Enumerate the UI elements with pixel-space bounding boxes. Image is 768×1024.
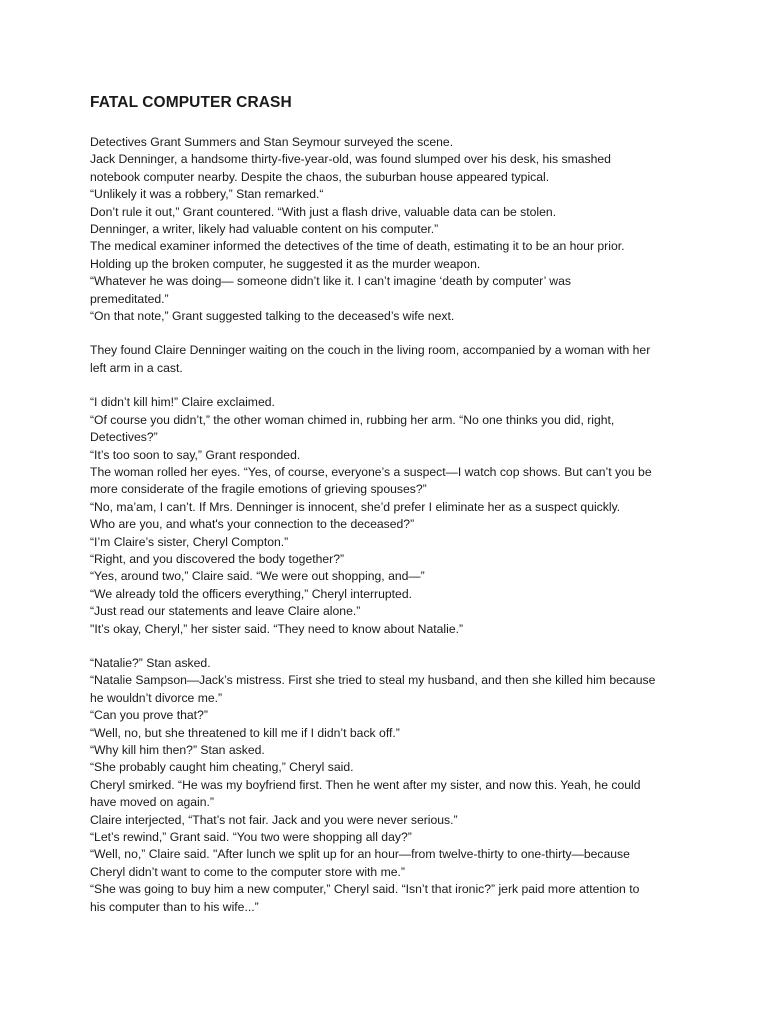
text-line: he wouldn’t divorce me.”	[90, 690, 223, 705]
paragraph	[90, 134, 680, 325]
text-line: Holding up the broken computer, he suggested it as the murder weapon.	[90, 256, 481, 271]
text-line: “We already told the officers everything,” Cheryl interrupted.	[90, 586, 412, 601]
paragraph	[90, 342, 680, 377]
text-line: “Just read our statements and leave Claire alone.”	[90, 604, 361, 619]
text-line: more considerate of the fragile emotions of grieving spouses?”	[90, 482, 427, 497]
text-line: Claire interjected, “That’s not fair. Jack and you were never serious.”	[90, 812, 458, 827]
text-line: Don’t rule it out,” Grant countered. “With just a flash drive, valuable data can be stolen.	[90, 204, 557, 219]
text-line: “She probably caught him cheating,” Cheryl said.	[90, 760, 354, 775]
text-line: his computer than to his wife...”	[90, 899, 259, 914]
text-line: “Natalie?” Stan asked.	[90, 655, 211, 670]
text-line: The woman rolled her eyes. “Yes, of course, everyone’s a suspect—I watch cop shows. But can’t you be	[90, 464, 652, 479]
text-line: "It’s okay, Cheryl,” her sister said. “They need to know about Natalie.”	[90, 621, 464, 636]
text-line: “Right, and you discovered the body together?”	[90, 551, 345, 566]
text-line: “Why kill him then?” Stan asked.	[90, 743, 265, 757]
text-line: “Well, no,” Claire said. "After lunch we split up for an hour—from twelve-thirty to one-thirty—because	[90, 847, 630, 862]
text-line: “Well, no, but she threatened to kill me if I didn’t back off.”	[90, 725, 400, 740]
text-line: “Can you prove that?”	[90, 708, 208, 723]
text-line: “On that note,” Grant suggested talking to the deceased’s wife next.	[90, 309, 455, 324]
text-line: “Of course you didn’t,” the other woman chimed in, rubbing her arm. “No one thinks you did, right,	[90, 412, 615, 427]
text-line: notebook computer nearby. Despite the chaos, the suburban house appeared typical.	[90, 169, 550, 184]
text-line: They found Claire Denninger waiting on the couch in the living room, accompanied by a woman with her	[90, 343, 651, 358]
text-line: left arm in a cast.	[90, 360, 183, 375]
text-line: Who are you, and what's your connection to the deceased?”	[90, 517, 415, 532]
text-line: Cheryl smirked. “He was my boyfriend first. Then he went after my sister, and now this. Yeah, he could	[90, 777, 641, 792]
text-line: “No, ma’am, I can’t. If Mrs. Denninger is innocent, she’d prefer I eliminate her as a suspect quickly.	[90, 499, 621, 514]
text-line: premeditated.”	[90, 291, 169, 306]
paragraph	[90, 655, 680, 916]
text-line: “She was going to buy him a new computer,” Cheryl said. “Isn’t that ironic?” jerk paid more attention to	[90, 882, 640, 897]
text-line: “Yes, around two,” Claire said. “We were out shopping, and—”	[90, 569, 425, 584]
document-title: FATAL COMPUTER CRASH	[90, 94, 292, 111]
text-line: “Let’s rewind,” Grant said. “You two were shopping all day?”	[90, 830, 412, 845]
text-line: “I’m Claire’s sister, Cheryl Compton.”	[90, 534, 289, 549]
text-line: Jack Denninger, a handsome thirty-five-year-old, was found slumped over his desk, his smashed	[90, 152, 611, 167]
text-line: “I didn’t kill him!” Claire exclaimed.	[90, 395, 275, 410]
document-page	[90, 92, 680, 933]
text-line: Detectives Grant Summers and Stan Seymour surveyed the scene.	[90, 135, 454, 149]
document-body	[90, 134, 680, 916]
text-line: The medical examiner informed the detectives of the time of death, estimating it to be an hour prior.	[90, 239, 625, 254]
text-line: “Unlikely it was a robbery,” Stan remarked.“	[90, 187, 324, 202]
text-line: have moved on again.”	[90, 795, 214, 810]
text-line: Denninger, a writer, likely had valuable content on his computer.”	[90, 222, 439, 237]
text-line: “Natalie Sampson—Jack’s mistress. First she tried to steal my husband, and then she killed him because	[90, 673, 656, 688]
text-line: Cheryl didn’t want to come to the computer store with me.”	[90, 864, 405, 879]
text-line: “It’s too soon to say,” Grant responded.	[90, 447, 301, 462]
text-line: “Whatever he was doing— someone didn’t like it. I can’t imagine ‘death by computer’ was	[90, 274, 571, 289]
text-line: Detectives?”	[90, 430, 158, 445]
paragraph	[90, 394, 680, 638]
